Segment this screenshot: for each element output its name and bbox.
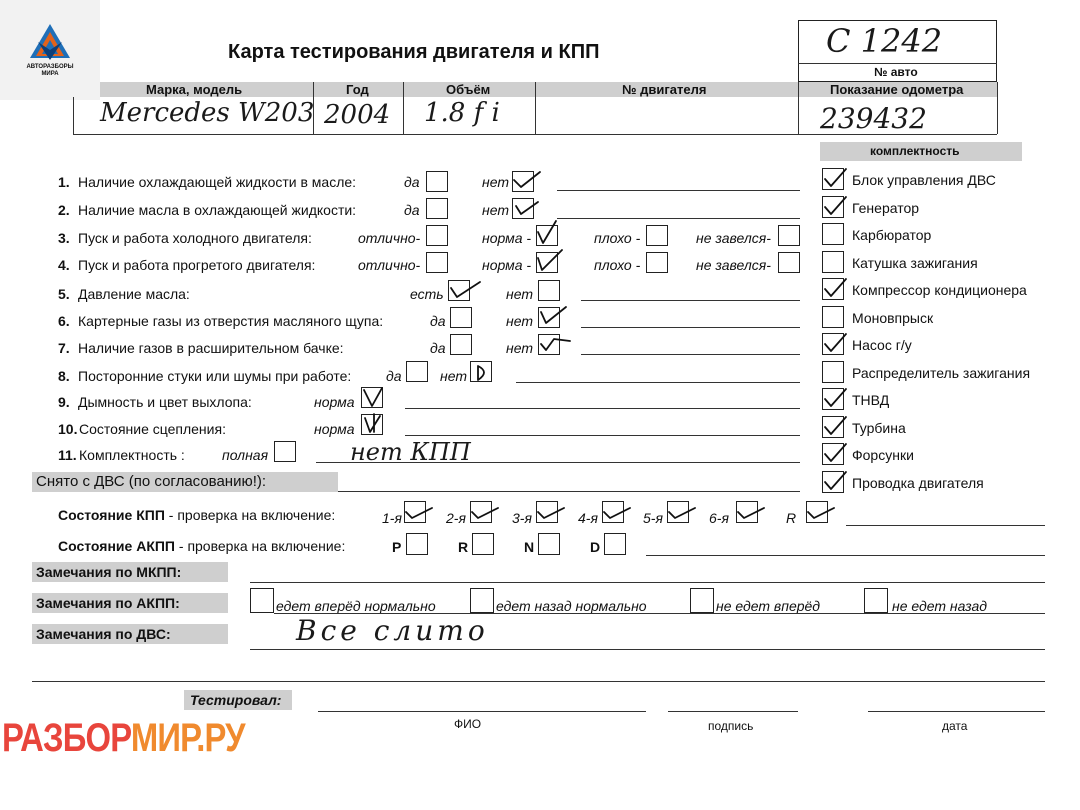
q3-norma-label: норма - [482,230,532,246]
removed-label: Снято с ДВС (по согласованию!): [36,473,267,490]
completeness-item-6-label: Моновпрыск [852,309,934,326]
question-11-number: 11. [58,447,77,463]
remarks-dvs-note: Все слито [296,614,489,647]
q5-net-label: нет [506,286,533,302]
completeness-item-9-label: ТНВД [852,392,890,408]
q1-net-label: нет [482,174,509,190]
question-1-text: Наличие охлаждающей жидкости в масле: [78,174,357,190]
question-5-text: Давление масла: [78,286,190,302]
akpp-mode-3-checkbox[interactable] [538,533,560,555]
q8-da-label: да [386,368,402,384]
q10-norma-label: норма [314,421,355,437]
completeness-item-3-checkbox[interactable] [822,223,844,245]
kpp-gear-7-check-icon [804,500,838,524]
q1-da-label: да [404,174,420,190]
logo-line2: МИРА [41,71,59,77]
question-6-number: 6. [58,313,70,329]
logo-icon [28,22,72,62]
q3-otlichno-checkbox[interactable] [426,225,448,246]
akpp-label [58,538,345,554]
akpp-opt-3-checkbox[interactable] [690,588,714,613]
q4-ne-zavelsya-label: не завелся- [696,257,771,273]
q4-ploho-checkbox[interactable] [646,252,668,273]
completeness-item-9-check-icon [820,385,850,411]
completeness-item-8-checkbox[interactable] [822,361,844,383]
completeness-item-7-label: Насос г/у [852,337,912,353]
completeness-item-2-check-icon [820,193,850,219]
akpp-opt-2-checkbox[interactable] [470,588,494,613]
completeness-item-2-label: Генератор [852,199,920,216]
kpp-label-main: Состояние КПП [58,507,165,523]
logo [0,0,100,100]
value-model: Mercedes W203 [100,98,315,128]
q3-ne-zavelsya-label: не завелся- [696,230,771,246]
question-2-text: Наличие масла в охлаждающей жидкости: [78,202,357,218]
watermark [2,714,245,762]
question-10-text: Состояние сцепления: [79,421,226,437]
q8-da-checkbox[interactable] [406,361,428,382]
completeness-header: комплектность [870,144,960,158]
question-4-text: Пуск и работа прогретого двигателя: [78,257,316,273]
tested-label: Тестировал: [190,692,282,708]
question-4-number: 4. [58,257,70,273]
q4-ploho-label: плохо - [594,257,641,273]
completeness-item-3-label: Карбюратор [852,227,932,243]
q10-norma-check-icon [360,410,386,438]
akpp-mode-4-checkbox[interactable] [604,533,626,555]
q5-net-checkbox[interactable] [538,280,560,301]
q6-da-checkbox[interactable] [450,307,472,328]
q1-da-checkbox[interactable] [426,171,448,192]
q8-net-check-icon [470,362,494,384]
q3-ploho-label: плохо - [594,230,641,246]
q4-otlichno-label: отлично- [358,257,421,273]
completeness-item-6-checkbox[interactable] [822,306,844,328]
akpp-mode-3-label: N [524,539,535,555]
q7-da-checkbox[interactable] [450,334,472,355]
kpp-gear-2-check-icon [468,500,502,524]
akpp-mode-1-label: P [392,539,402,555]
akpp-mode-1-checkbox[interactable] [406,533,428,555]
kpp-label [58,507,335,523]
q4-ne-zavelsya-checkbox[interactable] [778,252,800,273]
car-number-label: № авто [874,65,918,79]
akpp-opt-4-checkbox[interactable] [864,588,888,613]
question-8-number: 8. [58,368,70,384]
completeness-item-11-check-icon [820,440,850,466]
completeness-item-12-check-icon [820,468,850,494]
q7-da-label: да [430,340,446,356]
q11-note: нет КПП [350,438,471,466]
kpp-gear-4-label: 4-я [578,510,598,526]
completeness-item-10-label: Турбина [852,419,906,436]
q11-polnaya-label: полная [222,447,269,463]
page-title: Карта тестирования двигателя и КПП [228,41,600,63]
col-odometer: Показание одометра [830,82,964,97]
q5-est-label: есть [410,286,444,302]
col-volume: Объём [446,82,491,97]
akpp-opt-1-label: едет вперёд нормально [276,598,436,614]
completeness-item-4-checkbox[interactable] [822,251,844,273]
q9-norma-check-icon [360,384,386,410]
q7-net-check-icon [536,330,576,356]
completeness-item-12-label: Проводка двигателя [852,474,984,491]
q4-otlichno-checkbox[interactable] [426,252,448,273]
q1-net-check-icon [510,166,546,192]
q4-norma-check-icon [532,246,572,276]
kpp-gear-2-label: 2-я [446,510,466,526]
akpp-opt-3-label: не едет вперёд [716,598,821,614]
car-number-value: C 1242 [826,22,943,60]
kpp-gear-6-label: 6-я [709,510,729,526]
q4-norma-label: норма - [482,257,532,273]
akpp-opt-1-checkbox[interactable] [250,588,274,613]
tested-sign: подпись [708,719,754,733]
q2-net-label: нет [482,202,509,218]
akpp-mode-2-label: R [458,539,469,555]
q7-net-label: нет [506,340,533,356]
kpp-gear-6-check-icon [734,500,768,524]
completeness-item-1-label: Блок управления ДВС [852,172,996,188]
question-10-number: 10. [58,421,78,437]
completeness-item-5-label: Компрессор кондиционера [852,282,1027,298]
value-year: 2004 [324,100,391,130]
tested-date: дата [942,719,968,733]
question-7-number: 7. [58,340,70,356]
kpp-label-suffix: - проверка на включение: [164,507,336,523]
q8-net-label: нет [440,368,467,384]
col-model: Марка, модель [146,82,243,97]
remarks-dvs-label: Замечания по ДВС: [36,626,171,642]
watermark-part2: МИР.РУ [130,716,245,760]
question-1-number: 1. [58,174,70,190]
akpp-label-main: Состояние АКПП [58,538,175,554]
question-2-number: 2. [58,202,70,218]
question-7-text: Наличие газов в расширительном бачке: [78,340,344,356]
question-5-number: 5. [58,286,70,302]
akpp-label-suffix: - проверка на включение: [175,538,346,554]
akpp-opt-4-label: не едет назад [892,598,987,614]
akpp-mode-2-checkbox[interactable] [472,533,494,555]
kpp-gear-3-label: 3-я [512,510,532,526]
completeness-item-4-label: Катушка зажигания [852,254,978,271]
col-engine-no: № двигателя [622,82,707,97]
completeness-item-1-check-icon [820,165,850,191]
q6-net-check-icon [536,302,572,328]
q3-norma-check-icon [532,216,568,248]
question-9-number: 9. [58,394,70,410]
q3-ploho-checkbox[interactable] [646,225,668,246]
q5-est-check-icon [446,276,486,302]
tested-fio: ФИО [454,717,482,731]
remarks-mkpp-label: Замечания по МКПП: [36,564,182,580]
question-6-text: Картерные газы из отверстия масляного щупа: [78,313,384,329]
kpp-gear-1-label: 1-я [382,510,402,526]
q3-ne-zavelsya-checkbox[interactable] [778,225,800,246]
akpp-mode-4-label: D [590,539,601,555]
col-year: Год [346,82,369,97]
kpp-gear-7-label: R [786,510,797,526]
q6-da-label: да [430,313,446,329]
question-9-text: Дымность и цвет выхлопа: [78,394,252,410]
completeness-item-11-label: Форсунки [852,447,914,463]
q2-da-label: да [404,202,420,218]
kpp-gear-5-check-icon [665,500,699,524]
completeness-item-10-check-icon [820,413,850,439]
kpp-gear-4-check-icon [600,500,634,524]
question-3-text: Пуск и работа холодного двигателя: [78,230,312,246]
value-volume: 1.8 f i [424,98,500,128]
completeness-item-5-check-icon [820,275,850,301]
remarks-akpp-label: Замечания по АКПП: [36,595,180,611]
question-3-number: 3. [58,230,70,246]
q2-da-checkbox[interactable] [426,198,448,219]
watermark-part1: РАЗБОР [2,716,131,760]
question-11-text: Комплектность : [79,447,185,463]
q11-polnaya-checkbox[interactable] [274,441,296,462]
question-8-text: Посторонние стуки или шумы при работе: [78,368,352,384]
q9-norma-label: норма [314,394,355,410]
akpp-opt-2-label: едет назад нормально [496,598,647,614]
q3-otlichno-label: отлично- [358,230,421,246]
logo-line1: АВТОРАЗБОРЫ [26,64,74,70]
completeness-item-8-label: Распределитель зажигания [852,364,1031,381]
q6-net-label: нет [506,313,533,329]
completeness-item-7-check-icon [820,330,850,356]
value-odometer: 239432 [820,102,927,135]
kpp-gear-3-check-icon [534,500,568,524]
kpp-gear-1-check-icon [402,500,436,524]
kpp-gear-5-label: 5-я [643,510,663,526]
